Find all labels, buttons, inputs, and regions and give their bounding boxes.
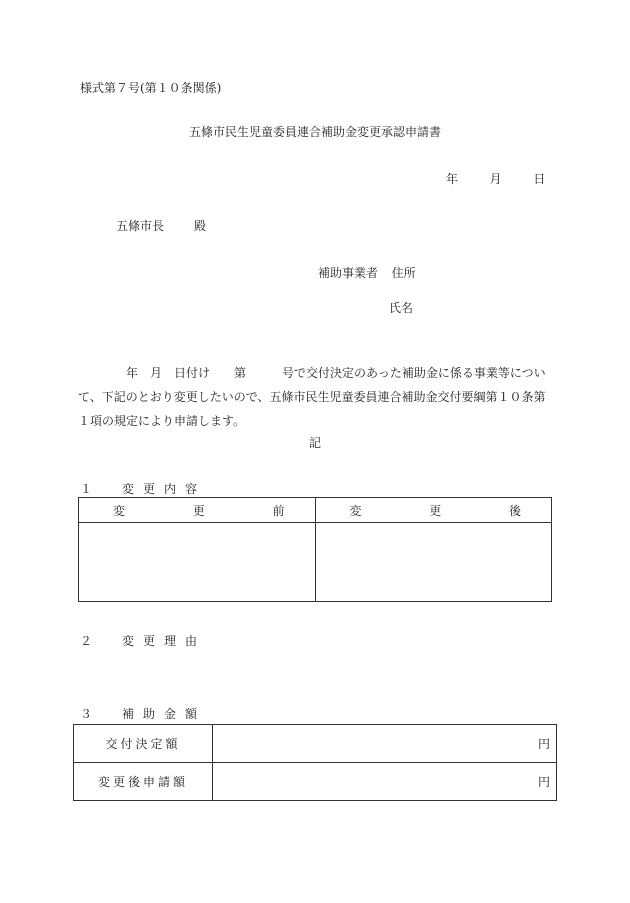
section-2-heading: ２ 変更理由: [80, 634, 207, 648]
granted-amount-cell[interactable]: [213, 725, 557, 763]
section-3-heading: ３ 補助金額: [80, 707, 207, 721]
body-line-1: 年 月 日付け 第 号で交付決定のあった補助金に係る事業等につい: [126, 366, 546, 380]
applicant-name-label: 氏名: [389, 301, 414, 315]
ki-marker: 記: [308, 436, 321, 450]
date-line: [446, 173, 545, 185]
applicant-role-label: 補助事業者: [318, 266, 379, 280]
addressee-honorific: 殿: [194, 219, 207, 233]
requested-amount-cell[interactable]: [213, 763, 557, 801]
yen-unit: 円: [537, 775, 550, 789]
date-month-label: 月: [489, 172, 502, 186]
change-content-table: [78, 497, 552, 602]
body-line-3: １項の規定により申請します。: [78, 414, 246, 428]
subsidy-amount-table: [73, 724, 557, 801]
addressee: [116, 220, 206, 232]
addressee-name: 五條市長: [116, 219, 165, 233]
section-1-heading: １ 変更内容: [80, 482, 207, 496]
after-change-cell[interactable]: [315, 523, 552, 602]
date-day-label: 日: [533, 172, 546, 186]
table-row: [74, 763, 557, 801]
body-line-2: て、下記のとおり変更したいので、五條市民生児童委員連合補助金交付要綱第１０条第: [78, 390, 546, 404]
applicant-address-label: 住所: [391, 266, 416, 280]
application-body: [78, 361, 552, 433]
table-row: [74, 725, 557, 763]
requested-amount-label: 変更後申請額: [74, 763, 213, 801]
form-number: 様式第７号(第１０条関係): [80, 81, 222, 95]
before-change-cell[interactable]: [79, 523, 316, 602]
yen-unit: 円: [537, 737, 550, 751]
before-change-header: 変 更 前: [79, 498, 316, 523]
granted-amount-label: 交付決定額: [74, 725, 213, 763]
date-year-label: 年: [446, 172, 459, 186]
after-change-header: 変 更 後: [315, 498, 552, 523]
document-title: 五條市民生児童委員連合補助金変更承認申請書: [188, 125, 441, 139]
applicant-address-line: [318, 267, 416, 279]
